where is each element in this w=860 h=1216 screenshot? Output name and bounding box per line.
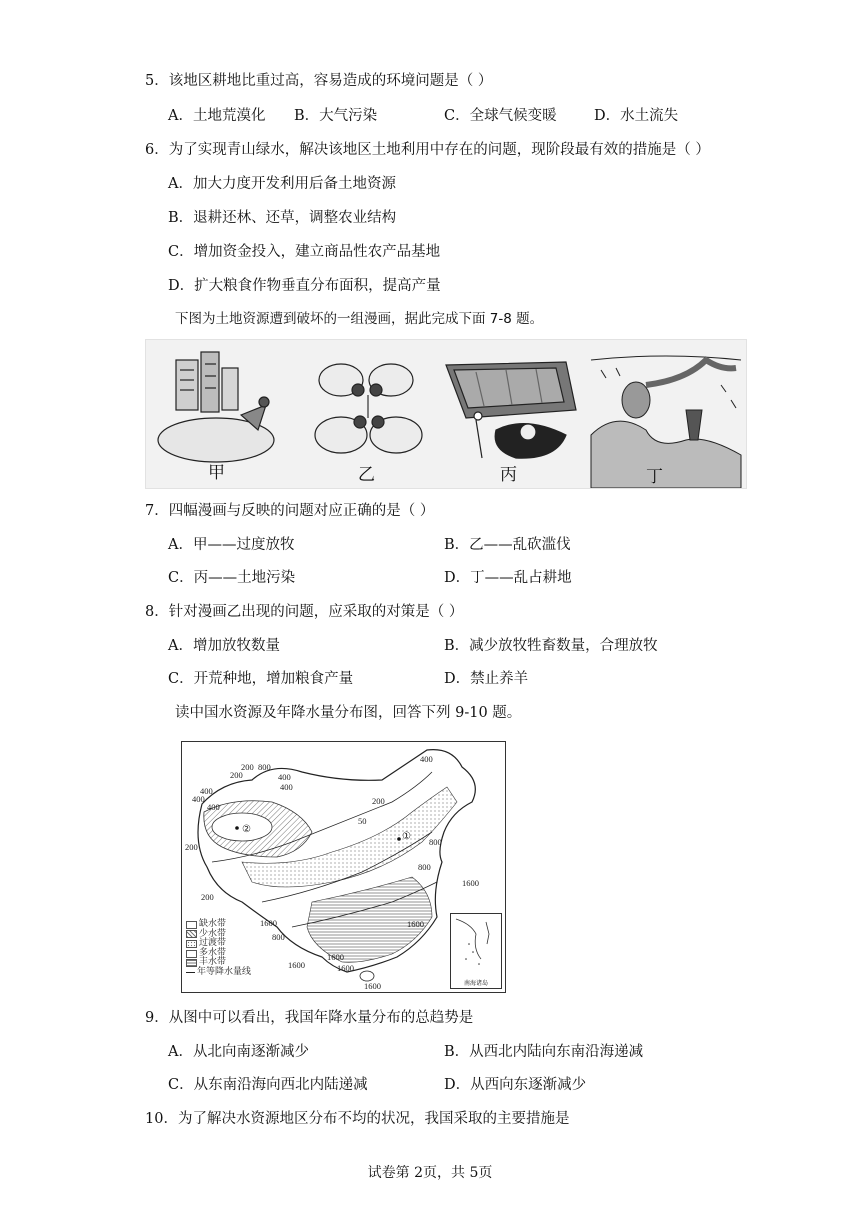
isoline-label: 200	[230, 770, 243, 780]
isoline-label: 200	[185, 842, 198, 852]
isoline-label: 1600	[407, 919, 424, 929]
q5-option-b: B．大气污染	[294, 108, 378, 124]
cartoon-strip-image	[145, 339, 747, 489]
isoline-label: 1600	[288, 960, 305, 970]
q6-option-c: C．增加资金投入，建立商品性农产品基地	[168, 244, 441, 260]
intro-7-8: 下图为土地资源遭到破坏的一组漫画，据此完成下面 7-8 题。	[175, 311, 544, 327]
q5-option-a: A．土地荒漠化	[168, 108, 266, 124]
isoline-label: 1600	[260, 918, 277, 928]
q9-option-a: A．从北向南逐渐减少	[168, 1044, 309, 1060]
q9-option-d: D．从西向东逐渐减少	[444, 1077, 587, 1093]
q7-option-a: A．甲——过度放牧	[168, 537, 295, 553]
question-8-stem: 8．针对漫画乙出现的问题，应采取的对策是（ ）	[145, 604, 464, 620]
marker-2: ②	[242, 824, 251, 835]
isoline-label: 200	[372, 796, 385, 806]
inset-drawing	[451, 914, 501, 980]
q5-option-c: C．全球气候变暖	[444, 108, 557, 124]
legend-item: 过渡带	[199, 938, 227, 949]
q5-option-d: D．水土流失	[594, 108, 679, 124]
q9-option-b: B．从西北内陆向东南沿海递减	[444, 1044, 644, 1060]
isoline-label: 400	[192, 794, 205, 804]
isoline-label: 200	[241, 762, 254, 772]
cartoon-label-jia: 甲	[208, 463, 225, 483]
cartoon-label-ding: 丁	[646, 467, 663, 487]
legend-item: 丰水带	[199, 957, 227, 968]
isoline-label: 400	[280, 782, 293, 792]
q8-option-c: C．开荒种地，增加粮食产量	[168, 671, 354, 687]
q8-option-d: D．禁止养羊	[444, 671, 529, 687]
isoline-label: 400	[278, 772, 291, 782]
cartoon-label-yi: 乙	[358, 465, 375, 485]
cartoon-bing-illustration	[446, 362, 576, 458]
isoline-label: 800	[418, 862, 431, 872]
isoline-label: 800	[272, 932, 285, 942]
isoline-label: 400	[420, 754, 433, 764]
legend-item: 少水带	[199, 928, 227, 939]
question-9-stem: 9．从图中可以看出，我国年降水量分布的总趋势是	[145, 1010, 474, 1026]
cartoon-jia-illustration	[158, 352, 274, 462]
cartoon-yi-illustration	[315, 364, 422, 453]
legend-item: 多水带	[199, 947, 227, 958]
isoline-label: 1600	[364, 981, 381, 991]
q6-option-d: D．扩大粮食作物垂直分布面积，提高产量	[168, 278, 441, 294]
cartoon-ding-illustration	[591, 356, 741, 488]
isoline-label: 800	[258, 762, 271, 772]
cartoon-label-bing: 丙	[500, 465, 517, 485]
china-water-resources-map	[181, 741, 506, 993]
intro-9-10: 读中国水资源及年降水量分布图，回答下列 9-10 题。	[175, 705, 522, 721]
map-legend	[186, 920, 251, 978]
marker-1: ①	[402, 831, 411, 842]
q9-option-c: C．从东南沿海向西北内陆递减	[168, 1077, 368, 1093]
isoline-label: 400	[200, 786, 213, 796]
question-5-stem: 5．该地区耕地比重过高，容易造成的环境问题是（ ）	[145, 73, 493, 89]
q6-option-a: A．加大力度开发利用后备土地资源	[168, 176, 396, 192]
isoline-label: 1600	[337, 963, 354, 973]
legend-item: 缺水带	[199, 919, 227, 929]
isoline-label: 800	[429, 837, 442, 847]
legend-item: 年等降水量线	[197, 966, 252, 977]
question-7-stem: 7．四幅漫画与反映的问题对应正确的是（ ）	[145, 503, 435, 519]
isoline-label: 50	[358, 816, 367, 826]
isoline-label: 200	[201, 892, 214, 902]
q7-option-c: C．丙——土地污染	[168, 570, 296, 586]
south-china-sea-inset	[450, 913, 502, 989]
q7-option-d: D．丁——乱占耕地	[444, 570, 572, 586]
question-10-stem: 10．为了解决水资源地区分布不均的状况，我国采取的主要措施是	[145, 1111, 570, 1127]
isoline-label: 400	[207, 802, 220, 812]
inset-label: 南海诸岛	[463, 980, 488, 987]
page-footer: 试卷第 2页，共 5页	[367, 1165, 493, 1181]
q6-option-b: B．退耕还林、还草，调整农业结构	[168, 210, 397, 226]
isoline-label: 1600	[462, 878, 479, 888]
q8-option-b: B．减少放牧牲畜数量，合理放牧	[444, 638, 658, 654]
isoline-label: 1600	[327, 952, 344, 962]
q8-option-a: A．增加放牧数量	[168, 638, 280, 654]
q7-option-b: B．乙——乱砍滥伐	[444, 537, 571, 553]
question-6-stem: 6．为了实现青山绿水，解决该地区土地利用中存在的问题，现阶段最有效的措施是（ ）	[145, 142, 710, 158]
